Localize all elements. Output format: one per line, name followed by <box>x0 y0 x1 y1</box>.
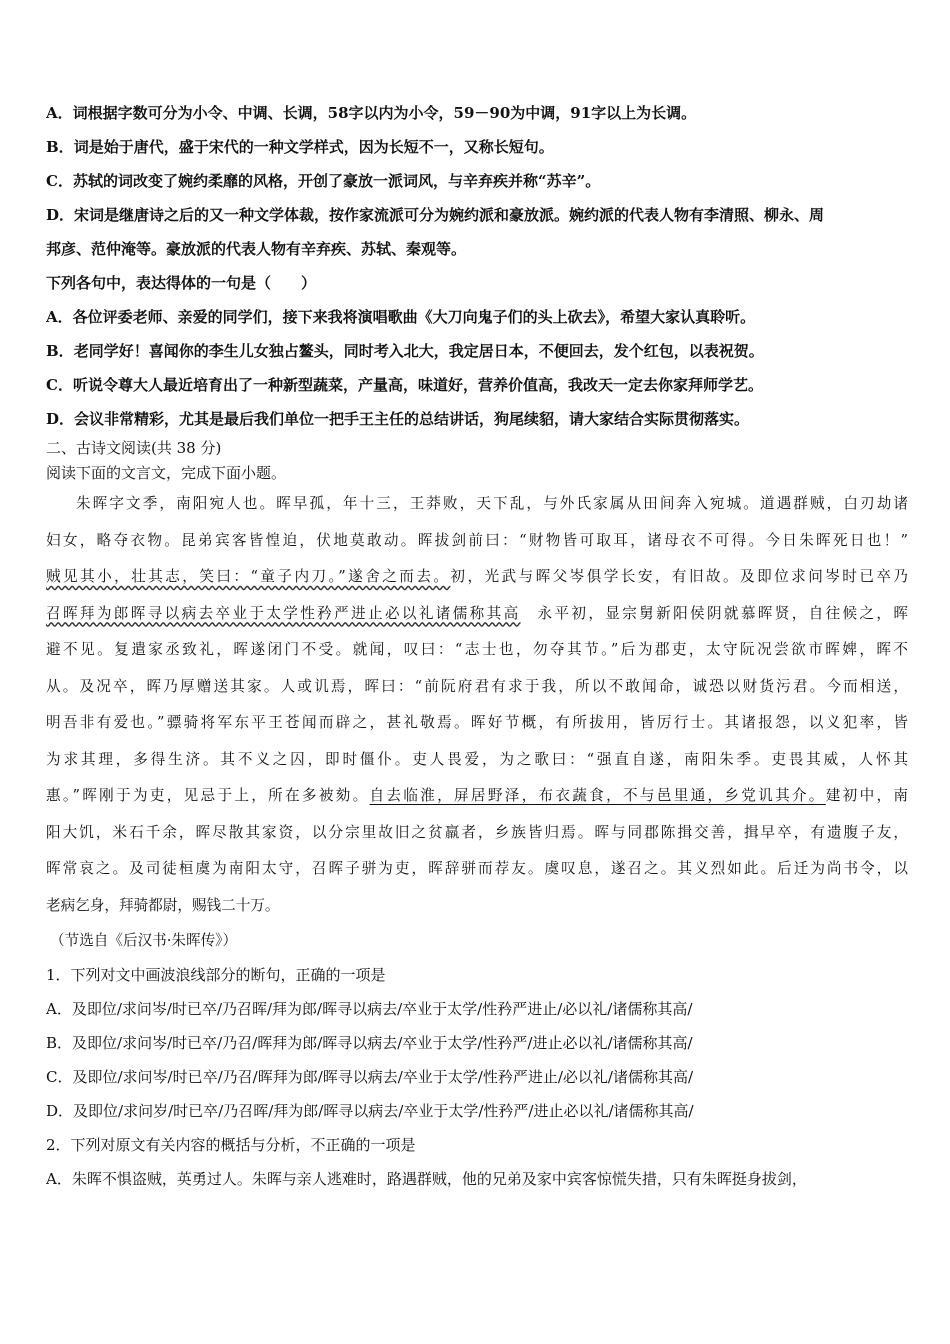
question-2 <box>46 1128 908 1196</box>
wavy-underlined-text: 召晖拜为郎晖寻以病去卒业于太学性矜严进止必以礼诸儒称其高 <box>46 604 521 622</box>
option-a: A．词根据字数可分为小令、中调、长调，58字以内为小令，59－90为中调，91字以上为长调。 <box>46 104 697 122</box>
option-b: B．及即位/求问岑/时已卒/乃召/晖拜为郎/晖寻以病去/卒业于太学/性矜严/进止必以礼/诸儒称其高/ <box>46 1034 693 1052</box>
question-stem: 下列各句中，表达得体的一句是（ ） <box>46 274 317 292</box>
section-instruction: 阅读下面的文言文，完成下面小题。 <box>46 464 287 482</box>
passage-source: （节选自《后汉书·朱晖传》） <box>50 932 238 949</box>
option-d-continued: 邦彦、范仲淹等。豪放派的代表人物有辛弃疾、苏轼、秦观等。 <box>46 240 467 258</box>
section-title: 二、古诗文阅读(共 38 分) <box>46 439 222 457</box>
option-d: D．宋词是继唐诗之后的又一种文学体裁，按作家流派可分为婉约派和豪放派。婉约派的代表人物有李清照、柳永、周 <box>46 206 825 224</box>
option-b: B．老同学好！喜闻你的李生儿女独占鳌头，同时考入北大，我定居日本，不便回去，发个红包，以表祝贺。 <box>46 342 764 360</box>
passage-line: 召晖拜为郎晖寻以病去卒业于太学性矜严进止必以礼诸儒称其高 永平初，显宗舅新阳侯阴就慕晖贤，自往候之，晖 <box>46 604 908 622</box>
passage-line: 为求其理，多得生济。其不义之囚，即时僵仆。吏人畏爱，为之歌曰：“强直自遂，南阳朱季。吏畏其威，人怀其 <box>46 750 908 768</box>
option-c: C．苏轼的词改变了婉约柔靡的风格，开创了豪放一派词风，与辛弃疾并称“苏辛”。 <box>46 172 601 190</box>
passage-line: 阳大饥，米石千余，晖尽散其家资，以分宗里故旧之贫羸者，乡族皆归焉。晖与同郡陈揖交善，揖早卒，有遗腹子友， <box>46 823 908 841</box>
option-b: B．词是始于唐代，盛于宋代的一种文学样式，因为长短不一，又称长短句。 <box>46 138 554 156</box>
underlined-text: 自去临淮，屏居野泽，布衣蔬食，不与邑里通，乡党讥其介。 <box>369 787 826 804</box>
option-a: A．各位评委老师、亲爱的同学们，接下来我将演唱歌曲《大刀向鬼子们的头上砍去》，希望大家认真聆听。 <box>46 308 756 326</box>
option-a: A．朱晖不惧盗贼，英勇过人。朱晖与亲人逃难时，路遇群贼，他的兄弟及家中宾客惊慌失措，只有朱晖挺身拔剑， <box>46 1170 807 1188</box>
passage-line: 老病乞身，拜骑都尉，赐钱二十万。 <box>46 896 280 914</box>
option-d: D．会议非常精彩，尤其是最后我们单位一把手王主任的总结讲话，狗尾续貂，请大家结合实际贯彻落实。 <box>46 410 750 428</box>
question-stem: 2．下列对原文有关内容的概括与分析，不正确的一项是 <box>46 1136 416 1154</box>
passage-line: 从。及况卒，晖乃厚赠送其家。人或讥焉，晖曰：“前阮府君有求于我，所以不敢闻命，诚恐以财货污君。今而相送， <box>46 677 908 695</box>
question-stem: 1．下列对文中画波浪线部分的断句，正确的一项是 <box>46 966 386 984</box>
passage-line: 明吾非有爱也。”骠骑将军东平王苍闻而辟之，甚礼敬焉。晖好节概，有所拔用，皆厉行士。其诸报怨，以义犯率，皆 <box>46 714 908 731</box>
question-decorum <box>46 266 908 436</box>
option-c: C．听说令尊大人最近培育出了一种新型蔬菜，产量高，味道好，营养价值高，我改天一定去你家拜师学艺。 <box>46 376 763 394</box>
option-a: A．及即位/求问岑/时已卒/乃召晖/拜为郎/晖寻以病去/卒业于太学/性矜严进止/必以礼/诸儒称其高/ <box>46 1000 693 1018</box>
wavy-underlined-text: 贼见其小，壮其志，笑曰：“童子内刀。”遂舍之而去。 <box>46 568 451 585</box>
passage-line: 避不见。复遣家丞致礼，晖遂闭门不受。就闻，叹曰：“志士也，勿夺其节。”后为郡吏，太守阮况尝欲市晖婢，晖不 <box>46 641 908 658</box>
classical-passage <box>46 486 908 924</box>
passage-line: 晖常哀之。及司徒桓虞为南阳太守，召晖子骈为吏，晖辞骈而荐友。虞叹息，遂召之。其义烈如此。后迁为尚书令，以 <box>46 860 908 877</box>
prev-question-options <box>46 96 908 266</box>
exam-page <box>46 96 908 1196</box>
option-d: D．及即位/求问岁/时已卒/乃召晖/拜为郎/晖寻以病去/卒业于太学/性矜严/进止必以礼/诸儒称其高/ <box>46 1102 694 1120</box>
passage-line: 惠。”晖刚于为吏，见忌于上，所在多被劾。自去临淮，屏居野泽，布衣蔬食，不与邑里通，乡党讥其介。建初中，南 <box>46 787 908 804</box>
passage-line: 贼见其小，壮其志，笑曰：“童子内刀。”遂舍之而去。初，光武与晖父岑俱学长安，有旧故。及即位求问岑时已卒乃 <box>46 568 908 585</box>
question-1 <box>46 958 908 1128</box>
option-c: C．及即位/求问岑/时已卒/乃召/晖拜为郎/晖寻以病去/卒业于太学/性矜严进止/必以礼/诸儒称其高/ <box>46 1068 694 1086</box>
passage-line: 朱晖字文季，南阳宛人也。晖早孤，年十三，王莽败，天下乱，与外氏家属从田间奔入宛城。道遇群贼，白刃劫诸 <box>76 495 908 512</box>
passage-line: 妇女，略夺衣物。昆弟宾客皆惶迫，伏地莫敢动。晖拔剑前曰：“财物皆可取耳，诸母衣不可得。今日朱晖死日也！” <box>46 531 908 549</box>
